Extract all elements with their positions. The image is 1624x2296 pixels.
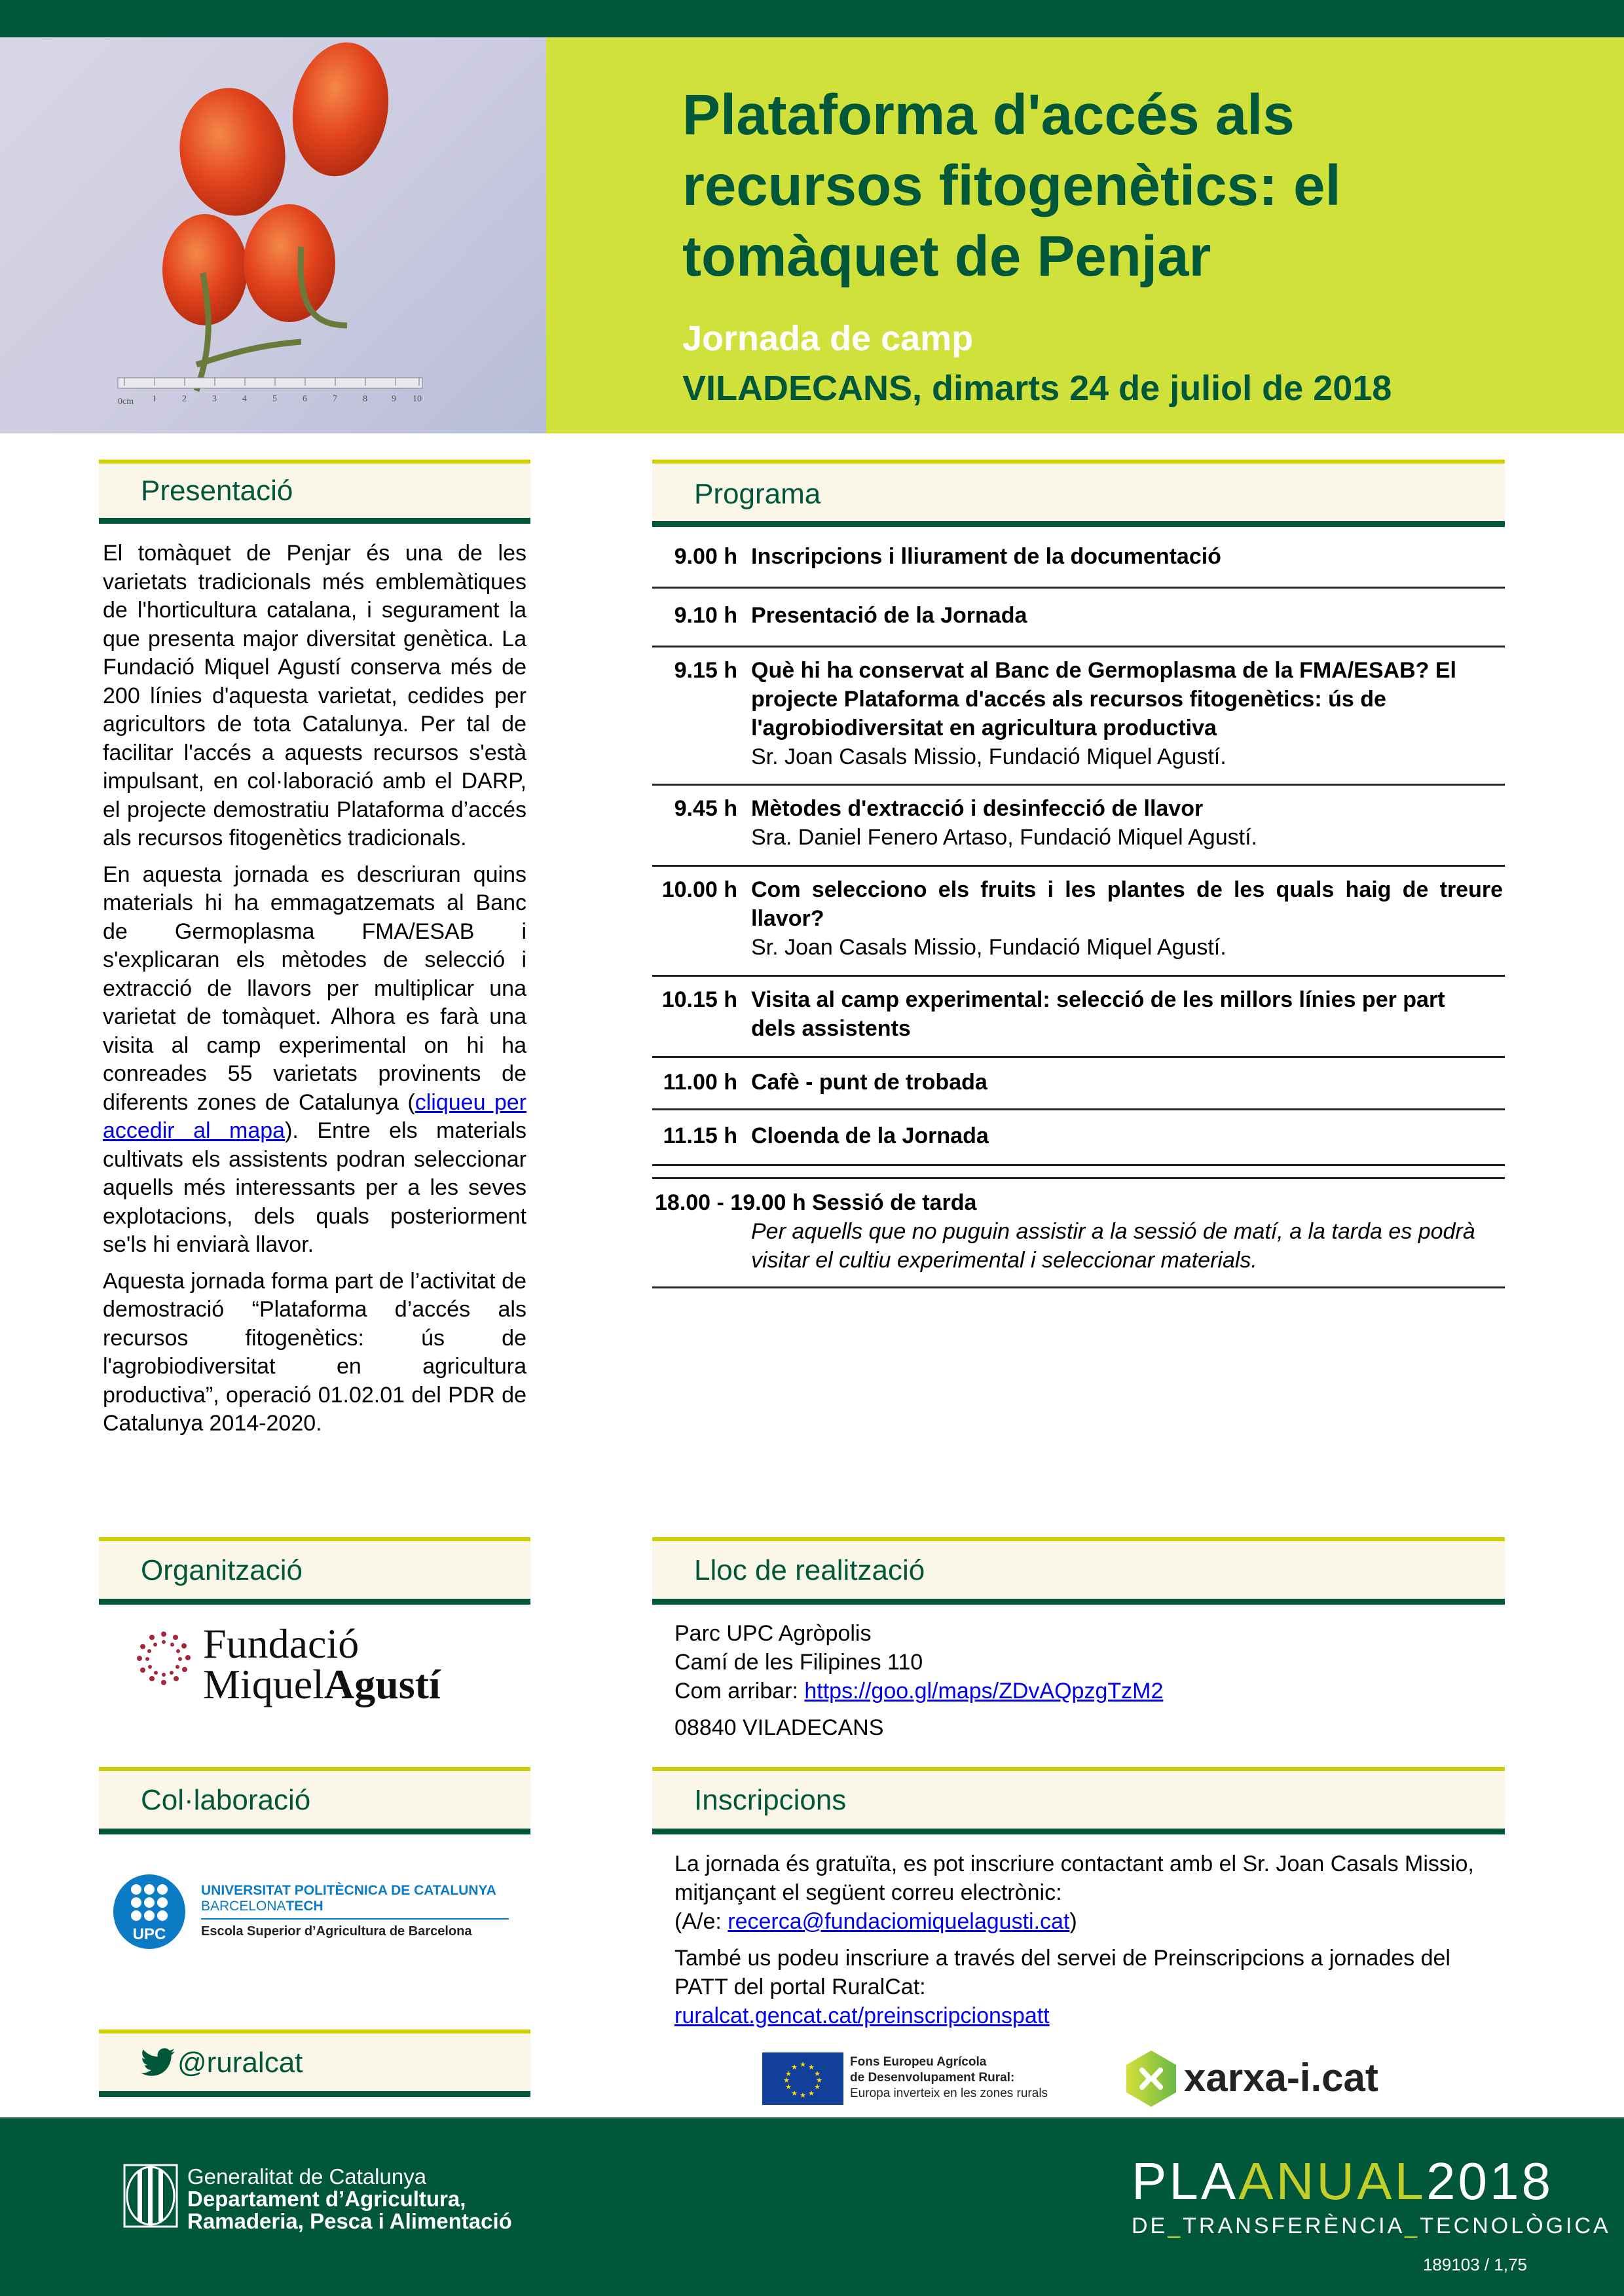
ruler-label: 5 (272, 394, 277, 404)
ruler-label: 3 (212, 394, 217, 404)
text: ). Entre els materials cultivats els assistents podran seleccionar aquells més interessants per a les seves explotacions, dels quals posteriorment se'ls hi enviarà llavor. (103, 1118, 527, 1257)
logo-text: Agustí (323, 1661, 441, 1707)
text: (A/e: (674, 1909, 728, 1934)
svg-text:★: ★ (800, 2091, 806, 2100)
directions (674, 1677, 1493, 1705)
generalitat-text (187, 2166, 512, 2232)
title-line: Plataforma d'accés als (682, 83, 1295, 147)
program-time: 9.15 h (674, 658, 737, 683)
title-line: tomàquet de Penjar (682, 225, 1211, 288)
department-line: Departament d’Agricultura, (187, 2187, 466, 2211)
section-heading-organitzacio (99, 1537, 530, 1605)
ruler (118, 378, 422, 388)
program-time: 9.45 h (674, 796, 737, 821)
tomato-4 (244, 204, 335, 322)
afternoon-note: Per aquells que no puguin assistir a la sessió de matí, a la tarda es podrà visitar el cultiu experimental i seleccionar materials. (751, 1219, 1475, 1273)
program-title: Com selecciono els fruits i les plantes de les quals haig de treure llavor? (751, 877, 1503, 931)
feader-line: Europa inverteix en les zones rurals (850, 2086, 1048, 2100)
feader-line: de Desenvolupament Rural: (850, 2071, 1015, 2085)
twitter-handle[interactable]: @ruralcat (177, 2047, 303, 2079)
upc-divider (201, 1918, 509, 1920)
program-title: Què hi ha conservat al Banc de Germoplasma de la FMA/ESAB? El projecte Plataforma d'accés als recursos fitogenètics: ús de l'agrobiodiversitat en agricultura productiva (751, 658, 1456, 740)
section-heading-lloc (652, 1537, 1505, 1605)
program-title: Inscripcions i lliurament de la documentació (751, 544, 1221, 569)
program-content (751, 1121, 1503, 1150)
generalitat-line: Generalitat de Catalunya (187, 2164, 427, 2189)
text: TECH (286, 1899, 323, 1914)
ruler-label: 1 (152, 394, 157, 404)
paragraph: El tomàquet de Penjar és una de les varietats tradicionals més emblemàtiques de l'horticultura catalana, i segurament la que presenta major diversitat genètica. La Fundació Miquel Agustí conserva més de 200 línies d'aquesta varietat, cedides per agricultors de tota Catalunya. Per tal de facilitar l'accés a aquests recursos s'està impulsant, en col·laboració amb el DARP, el projecte demostratiu Plataforma d’accés als recursos fitogenètics tradicionals. (103, 541, 526, 850)
registration-text: La jornada és gratuïta, es pot inscriure contactant amb el Sr. Joan Casals Missio, mitjançant el següent correu electrònic: (674, 1851, 1474, 1905)
ruler-labels (118, 394, 422, 407)
ruler-label: 10 (413, 394, 422, 404)
paragraph: Aquesta jornada forma part de l’activitat de demostració “Plataforma d’accés als recursos fitogenètics: ús de l'agrobiodiversitat en agricultura productiva”, operació 01.02.01 del PDR de Catalunya 2014-2020. (103, 1268, 526, 1436)
ruler-label: 6 (303, 394, 307, 404)
title-line: recursos fitogenètics: el (682, 154, 1341, 217)
program-item (652, 786, 1505, 867)
svg-text:★: ★ (785, 2069, 792, 2078)
feader-line: Fons Europeu Agrícola (850, 2055, 987, 2069)
document-code: 189103 / 1,75 (1422, 2255, 1527, 2274)
program-item (652, 977, 1505, 1058)
section-title: Organització (141, 1554, 303, 1586)
program-item (652, 867, 1505, 977)
ruler-label: 7 (333, 394, 337, 404)
program-content (751, 656, 1503, 771)
program-time: 9.10 h (674, 603, 737, 628)
program-item (652, 647, 1505, 786)
logo-text: TRANSFERÈNCIA (1183, 2214, 1405, 2238)
logo-text: _ (1168, 2214, 1183, 2238)
program-time: 11.15 h (663, 1123, 737, 1148)
program-content (751, 1217, 1491, 1275)
section-title: Inscripcions (694, 1784, 847, 1816)
logo-text: 2018 (1426, 2152, 1553, 2210)
upc-logo (113, 1874, 519, 1952)
tomato-photo (0, 37, 546, 433)
svg-text:★: ★ (808, 2063, 815, 2071)
registration-text-2: També us podeu inscriure a través del servei de Preinscripcions a jornades del PATT del portal RuralCat: (674, 1946, 1450, 1999)
tomato-2 (282, 37, 399, 184)
twitter-icon (141, 2048, 175, 2077)
venue-city: 08840 VILADECANS (674, 1715, 884, 1740)
afternoon-title: 18.00 - 19.00 h Sessió de tarda (655, 1190, 977, 1215)
logo-text: DE (1132, 2214, 1168, 2238)
event-type: Jornada de camp (682, 319, 974, 358)
xarxa-logo-text: xarxa-i.cat (1184, 2056, 1378, 2100)
program-item (652, 589, 1505, 647)
section-heading-collaboracio (99, 1767, 530, 1834)
program-speaker: Sr. Joan Casals Missio, Fundació Miquel Agustí. (751, 935, 1227, 960)
program-title: Presentació de la Jornada (751, 603, 1027, 628)
top-bar (0, 0, 1624, 37)
ruler-label: 8 (363, 394, 367, 404)
svg-text:★: ★ (800, 2060, 806, 2069)
logo-text: Miquel (203, 1661, 324, 1707)
svg-text:★: ★ (814, 2069, 821, 2078)
program-content (751, 601, 1503, 630)
ruler-label: 0cm (118, 397, 134, 407)
inscripcions-details (674, 1850, 1505, 2030)
program-speaker: Sra. Daniel Fenero Artaso, Fundació Miquel Agustí. (751, 825, 1257, 850)
presentacio-text (103, 539, 526, 1446)
program-content (751, 1068, 1503, 1097)
svg-text:★: ★ (816, 2076, 822, 2085)
section-heading-programa (652, 460, 1505, 527)
map-link[interactable]: cliqueu per accedir al mapa (103, 1089, 526, 1143)
section-title: Presentació (141, 475, 293, 507)
program-content (751, 794, 1503, 852)
upc-subname (201, 1899, 323, 1914)
svg-text:★: ★ (785, 2083, 792, 2091)
program-content (751, 985, 1471, 1043)
text: En aquesta jornada es descriuran quins materials hi ha emmagatzemats al Banc de Germoplasma FMA/ESAB i s'explicaran els mètodes de selecció i extracció de llavors per multiplicar una varietat de tomàquet. Alhora es farà una visita al camp experimental on hi ha conreades 55 varietats provinents de diferents zones de Catalunya ( (103, 862, 526, 1115)
xarxa-logo-icon (1124, 2049, 1179, 2108)
pla-anual-logo (1132, 2154, 1553, 2209)
svg-text:★: ★ (791, 2063, 798, 2071)
program-item (652, 527, 1505, 589)
upc-mark-text: UPC (132, 1925, 166, 1943)
eu-flag-icon (762, 2052, 843, 2105)
fundacio-logo (134, 1620, 501, 1722)
section-heading-presentacio (99, 460, 530, 524)
svg-text:★: ★ (791, 2089, 798, 2098)
svg-text:★: ★ (783, 2076, 790, 2085)
svg-text:★: ★ (814, 2083, 821, 2091)
logo-text: Fundació (203, 1620, 360, 1667)
program-speaker: Sr. Joan Casals Missio, Fundació Miquel Agustí. (751, 744, 1227, 769)
text: ) (1069, 1909, 1077, 1934)
feader-text (850, 2054, 1048, 2102)
program-title: Mètodes d'extracció i desinfecció de llavor (751, 796, 1204, 821)
upc-logo-mark-icon (113, 1874, 186, 1950)
program-item-afternoon (652, 1179, 1505, 1288)
ruler-label: 4 (242, 394, 247, 404)
event-date: VILADECANS, dimarts 24 de juliol de 2018 (682, 369, 1392, 408)
email-link[interactable]: recerca@fundaciomiquelagusti.cat (728, 1909, 1070, 1934)
program-item (652, 1110, 1505, 1166)
section-title: Col·laboració (141, 1784, 311, 1816)
program-title: Cloenda de la Jornada (751, 1123, 989, 1148)
fundacio-logo-mark-icon (134, 1629, 193, 1688)
eu-stars (762, 2052, 843, 2105)
program-time: 9.00 h (674, 544, 737, 569)
program-content (751, 875, 1503, 962)
program-item (652, 1058, 1505, 1110)
ruler-label: 2 (182, 394, 187, 404)
generalitat-logo-icon (123, 2164, 178, 2228)
department-line: Ramaderia, Pesca i Alimentació (187, 2209, 512, 2233)
section-title: Programa (694, 478, 821, 510)
maps-link[interactable]: https://goo.gl/maps/ZDvAQpzgTzM2 (804, 1679, 1164, 1704)
upc-name: UNIVERSITAT POLITÈCNICA DE CATALUNYA (201, 1883, 496, 1898)
venue-address: Camí de les Filipines 110 (674, 1650, 923, 1675)
venue-name: Parc UPC Agròpolis (674, 1621, 872, 1646)
program-time: 10.15 h (661, 987, 737, 1012)
program-content (751, 542, 1503, 571)
section-heading-twitter[interactable] (99, 2030, 530, 2097)
program-time: 11.00 h (663, 1070, 737, 1095)
paragraph (103, 861, 526, 1260)
esab-name: Escola Superior d’Agricultura de Barcelona (201, 1924, 472, 1939)
ruralcat-link[interactable]: ruralcat.gencat.cat/preinscripcionspatt (674, 2003, 1050, 2028)
program-title: Cafè - punt de trobada (751, 1070, 987, 1095)
lloc-details (674, 1619, 1493, 1742)
logo-text: ANUAL (1238, 2152, 1426, 2210)
fundacio-logo-text (203, 1620, 441, 1707)
ruler-label: 9 (392, 394, 396, 404)
pla-anual-subtitle (1132, 2213, 1611, 2239)
section-heading-inscripcions (652, 1767, 1505, 1834)
program-title: Visita al camp experimental: selecció de les millors línies per part dels assistents (751, 987, 1445, 1041)
section-title: Lloc de realització (694, 1554, 925, 1586)
svg-text:★: ★ (808, 2089, 815, 2098)
logo-text: _ (1405, 2214, 1420, 2238)
logo-text: TECNOLÒGICA (1420, 2214, 1611, 2238)
text: BARCELONA (201, 1899, 286, 1914)
program-time: 10.00 h (661, 877, 737, 902)
tomato-illustration (0, 37, 546, 433)
directions-label: Com arribar: (674, 1679, 805, 1704)
email-line (674, 1907, 1505, 1936)
page-title (682, 80, 1599, 292)
tomato-1 (170, 80, 295, 225)
logo-text: PLA (1132, 2152, 1239, 2210)
